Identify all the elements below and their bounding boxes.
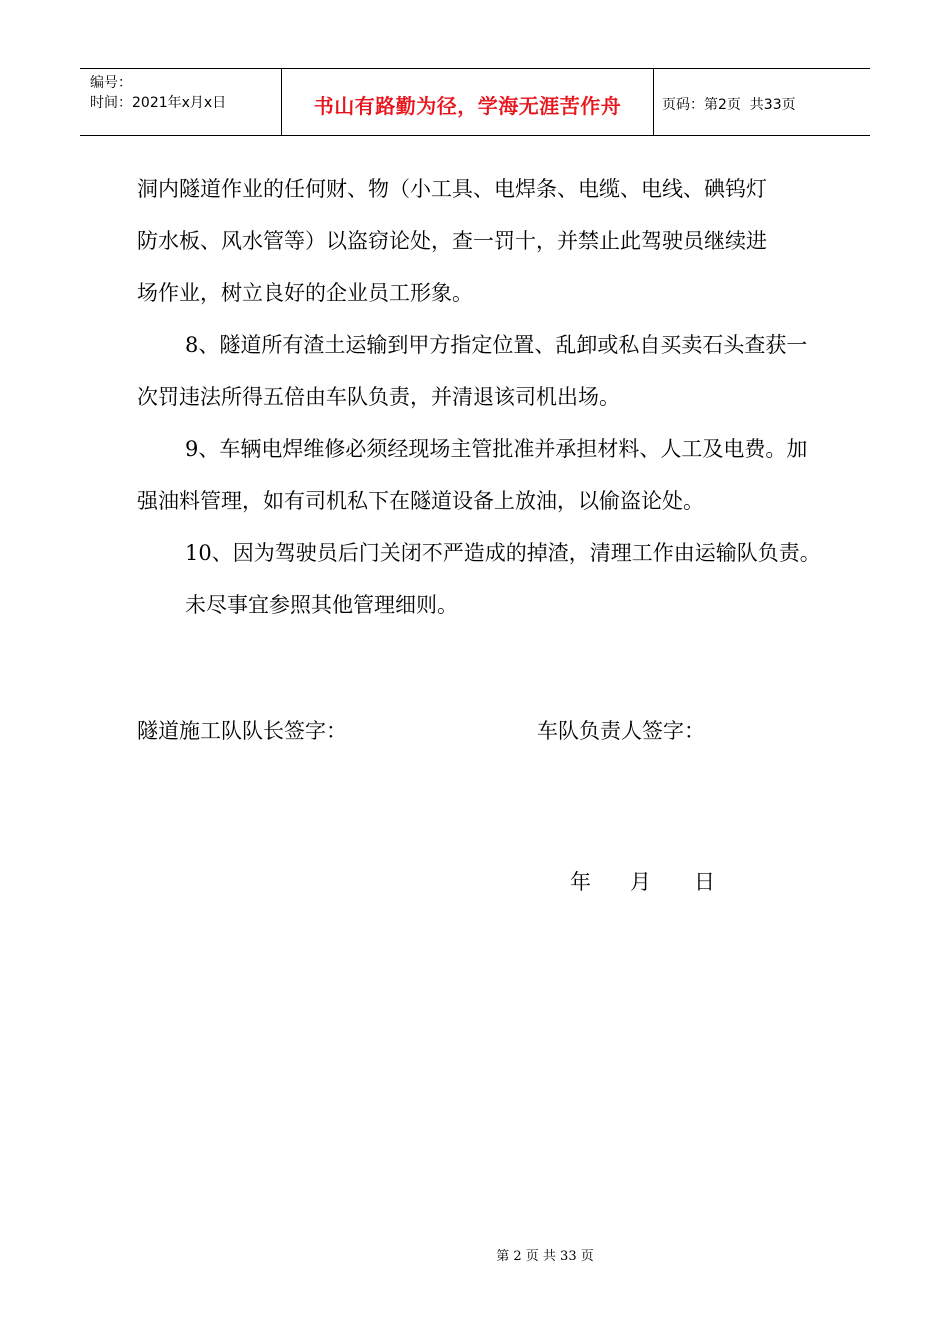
- clause-10: 10、因为驾驶员后门关闭不严造成的掉渣，清理工作由运输队负责。: [185, 541, 821, 565]
- date-day-label: 日: [694, 870, 715, 894]
- tunnel-team-leader-signature-label: 隧道施工队队长签字：: [137, 719, 347, 743]
- date-month-label: 月: [630, 870, 651, 894]
- header-motto: 书山有路勤为径，学海无涯苦作舟: [313, 93, 622, 118]
- header-motto-cell: [282, 69, 654, 135]
- header-meta: [80, 69, 282, 135]
- document-time-label: 时间：2021年x月x日: [90, 95, 227, 111]
- closing-note: 未尽事宜参照其他管理细则。: [185, 593, 458, 617]
- date-year-label: 年: [570, 870, 591, 894]
- body-line: 洞内隧道作业的任何财、物（小工具、电焊条、电缆、电线、碘钨灯: [137, 177, 767, 201]
- body-line: 场作业，树立良好的企业员工形象。: [137, 281, 473, 305]
- header-page-info: 页码：第2页 共33页: [662, 97, 796, 113]
- fleet-manager-signature-label: 车队负责人签字：: [537, 719, 705, 743]
- signature-row: [137, 715, 822, 751]
- document-number-label: 编号：: [90, 75, 132, 91]
- page-footer: 第 2 页 共 33 页: [496, 1249, 594, 1264]
- body-line: 防水板、风水管等）以盗窃论处，查一罚十，并禁止此驾驶员继续进: [137, 229, 767, 253]
- document-body: [137, 163, 822, 631]
- clause-9: 9、车辆电焊维修必须经现场主管批准并承担材料、人工及电费。加强油料管理，如有司机私下在隧道设备上放油，以偷盗论处。: [137, 437, 808, 513]
- document-header: [80, 68, 870, 136]
- clause-8: 8、隧道所有渣土运输到甲方指定位置、乱卸或私自买卖石头查获一次罚违法所得五倍由车队负责，并清退该司机出场。: [137, 333, 808, 409]
- signature-date: [570, 866, 715, 896]
